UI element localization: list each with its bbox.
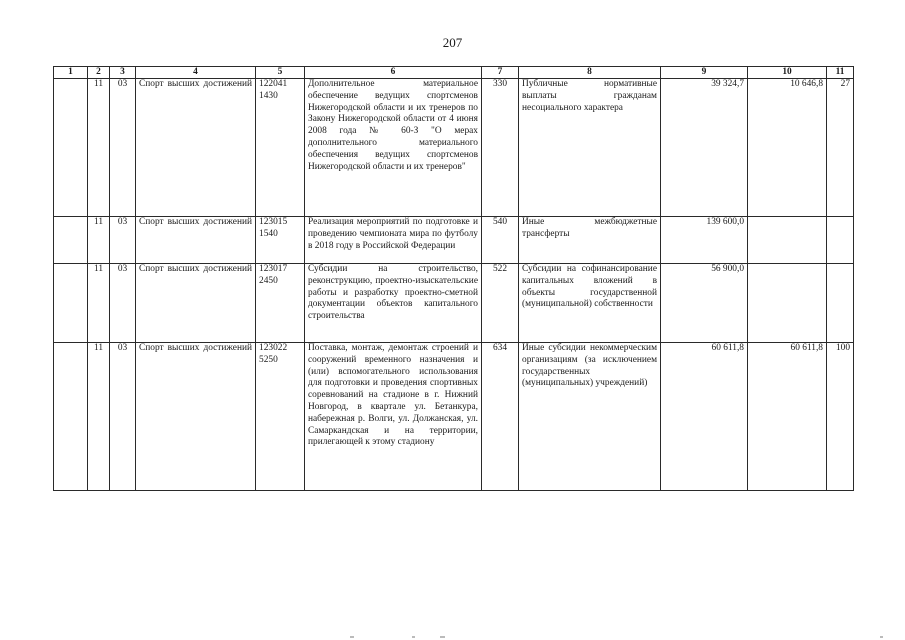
cell-subsection: 03 — [110, 217, 136, 264]
cell-col1 — [54, 264, 88, 343]
budget-table — [53, 66, 854, 491]
scan-artifact — [440, 636, 445, 638]
cell-section: 11 — [88, 217, 110, 264]
cell-planned-amount: 139 600,0 — [661, 217, 748, 264]
cell-section-name: Спорт высших достижений — [136, 217, 256, 264]
scan-artifact — [350, 636, 354, 638]
cell-percent: 100 — [827, 343, 854, 491]
cell-percent: 27 — [827, 79, 854, 217]
cell-col1 — [54, 217, 88, 264]
scan-artifact — [880, 636, 883, 638]
cell-planned-amount: 60 611,8 — [661, 343, 748, 491]
cell-expense-type: Иные межбюджетные трансферты — [519, 217, 661, 264]
table-row — [54, 79, 854, 217]
cell-actual-amount: 60 611,8 — [748, 343, 827, 491]
cell-description: Поставка, монтаж, демонтаж строений и сооружений временного назначения и (или) вспомогательного использования для подготовки и проведения спортивных соревнований на стадионе в г. Нижний Новгород, в квартале ул. Бетанкура, набережная р. Волги, ул. Должанская, ул. Самаркандская и на территории, прилегающей к этому стадиону — [305, 343, 482, 491]
cell-subsection: 03 — [110, 79, 136, 217]
col-header: 10 — [748, 67, 827, 79]
col-header: 8 — [519, 67, 661, 79]
col-header: 7 — [482, 67, 519, 79]
cell-target-code: 122041 1430 — [256, 79, 305, 217]
scan-artifact — [412, 636, 415, 638]
cell-col1 — [54, 343, 88, 491]
page-number: 207 — [442, 35, 463, 50]
cell-expense-code: 540 — [482, 217, 519, 264]
cell-subsection: 03 — [110, 264, 136, 343]
cell-subsection: 03 — [110, 343, 136, 491]
cell-actual-amount — [748, 264, 827, 343]
table-row — [54, 343, 854, 491]
cell-actual-amount — [748, 217, 827, 264]
cell-section: 11 — [88, 343, 110, 491]
cell-expense-code: 522 — [482, 264, 519, 343]
table-row — [54, 217, 854, 264]
cell-section: 11 — [88, 264, 110, 343]
cell-target-code: 123022 5250 — [256, 343, 305, 491]
cell-expense-code: 634 — [482, 343, 519, 491]
cell-expense-type: Публичные нормативные выплаты гражданам несоциального характера — [519, 79, 661, 217]
cell-section-name: Спорт высших достижений — [136, 343, 256, 491]
table-header-row — [54, 67, 854, 79]
cell-section: 11 — [88, 79, 110, 217]
col-header: 3 — [110, 67, 136, 79]
col-header: 11 — [827, 67, 854, 79]
cell-description: Субсидии на строительство, реконструкцию, проектно-изыскательские работы и разработку проектно-сметной документации объектов капитального строительства — [305, 264, 482, 343]
col-header: 4 — [136, 67, 256, 79]
cell-percent — [827, 217, 854, 264]
col-header: 6 — [305, 67, 482, 79]
cell-section-name: Спорт высших достижений — [136, 79, 256, 217]
col-header: 2 — [88, 67, 110, 79]
cell-target-code: 123015 1540 — [256, 217, 305, 264]
cell-description: Дополнительное материальное обеспечение ведущих спортсменов Нижегородской области и их тренеров по Закону Нижегородской области от 4 июня 2008 года № 60-З "О мерах дополнительного материального обеспечения ведущих спортсменов Нижегородской области и их тренеров" — [305, 79, 482, 217]
cell-planned-amount: 39 324,7 — [661, 79, 748, 217]
cell-actual-amount: 10 646,8 — [748, 79, 827, 217]
cell-expense-code: 330 — [482, 79, 519, 217]
col-header: 1 — [54, 67, 88, 79]
cell-col1 — [54, 79, 88, 217]
table-row — [54, 264, 854, 343]
cell-target-code: 123017 2450 — [256, 264, 305, 343]
col-header: 9 — [661, 67, 748, 79]
cell-expense-type: Субсидии на софинансирование капитальных вложений в объекты государственной (муниципальной) собственности — [519, 264, 661, 343]
cell-percent — [827, 264, 854, 343]
cell-expense-type: Иные субсидии некоммерческим организациям (за исключением государственных (муниципальных) учреждений) — [519, 343, 661, 491]
col-header: 5 — [256, 67, 305, 79]
cell-planned-amount: 56 900,0 — [661, 264, 748, 343]
cell-description: Реализация мероприятий по подготовке и проведению чемпионата мира по футболу в 2018 году в Российской Федерации — [305, 217, 482, 264]
cell-section-name: Спорт высших достижений — [136, 264, 256, 343]
